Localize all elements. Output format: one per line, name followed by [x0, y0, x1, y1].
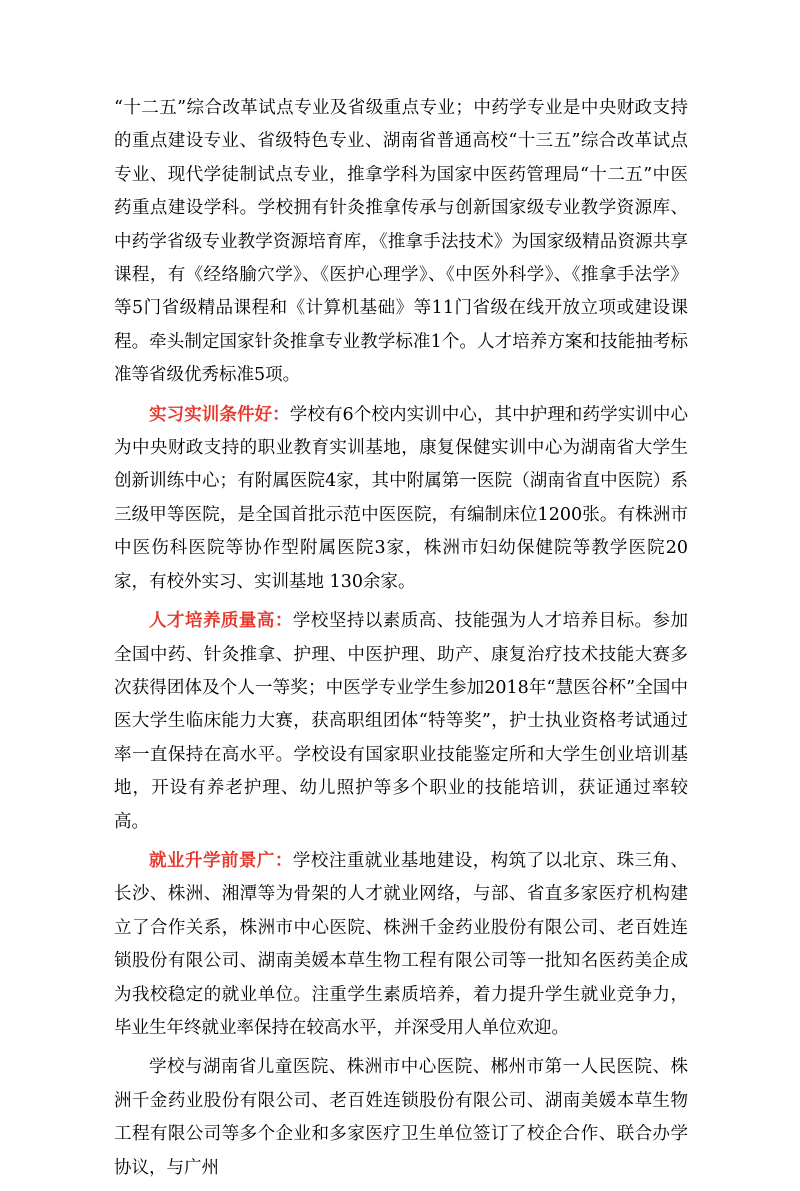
document-page	[114, 92, 688, 1191]
paragraph-training-quality	[114, 605, 688, 839]
paragraph-heading: 人才培养质量高：	[149, 611, 293, 632]
paragraph-text: 学校注重就业基地建设，构筑了以北京、珠三角、长沙、株洲、湘潭等为骨架的人才就业网络，与部、省直多家医疗机构建立了合作关系，株洲市中心医院、株洲千金药业股份有限公司、老百姓连锁股份有限公司、湖南美媛本草生物工程有限公司等一批知名医药美企成为我校稳定的就业单位。注重学生素质培养，着力提升学生就业竞争力，毕业生年终就业率保持在较高水平，并深受用人单位欢迎。	[114, 850, 689, 1038]
paragraph-training-conditions	[114, 399, 688, 599]
paragraph-text: 学校坚持以素质高、技能强为人才培养目标。参加全国中药、针灸推拿、护理、中医护理、助产、康复治疗技术技能大赛多次获得团体及个人一等奖；中医学专业学生参加2018年“慧医谷杯”全国中医大学生临床能力大赛，获高职组团体“特等奖”，护士执业资格考试通过率一直保持在高水平。学校设有国家职业技能鉴定所和大学生创业培训基地，开设有养老护理、幼儿照护等多个职业的技能培训，获证通过率较高。	[114, 611, 689, 832]
paragraph-specialties	[114, 92, 688, 393]
paragraph-heading: 就业升学前景广：	[149, 850, 293, 871]
paragraph-cooperation	[114, 1051, 688, 1185]
paragraph-text: “十二五”综合改革试点专业及省级重点专业；中药学专业是中央财政支持的重点建设专业、省级特色专业、湖南省普通高校“十三五”综合改革试点专业、现代学徒制试点专业，推拿学科为国家中医药管理局“十二五”中医药重点建设学科。学校拥有针灸推拿传承与创新国家级专业教学资源库、中药学省级专业教学资源培育库，《推拿手法技术》为国家级精品资源共享课程，有《经络腧穴学》、《医护心理学》、《中医外科学》、《推拿手法学》等5门省级精品课程和《计算机基础》等11门省级在线开放立项或建设课程。牵头制定国家针灸推拿专业教学标准1个。人才培养方案和技能抽考标准等省级优秀标准5项。	[114, 98, 688, 386]
paragraph-heading: 实习实训条件好：	[149, 404, 290, 425]
paragraph-text: 学校与湖南省儿童医院、株洲市中心医院、郴州市第一人民医院、株洲千金药业股份有限公司、老百姓连锁股份有限公司、湖南美媛本草生物工程有限公司等多个企业和多家医疗卫生单位签订了校企合作、联合办学协议，与广州	[114, 1057, 688, 1178]
paragraph-employment-prospects	[114, 845, 688, 1045]
paragraph-text: 学校有6个校内实训中心，其中护理和药学实训中心为中央财政支持的职业教育实训基地，康复保健实训中心为湖南省大学生创新训练中心；有附属医院4家，其中附属第一医院（湖南省直中医院）系三级甲等医院，是全国首批示范中医医院，有编制床位1200张。有株洲市中医伤科医院等协作型附属医院3家，株洲市妇幼保健院等教学医院20家，有校外实习、实训基地 130余家。	[114, 404, 688, 592]
